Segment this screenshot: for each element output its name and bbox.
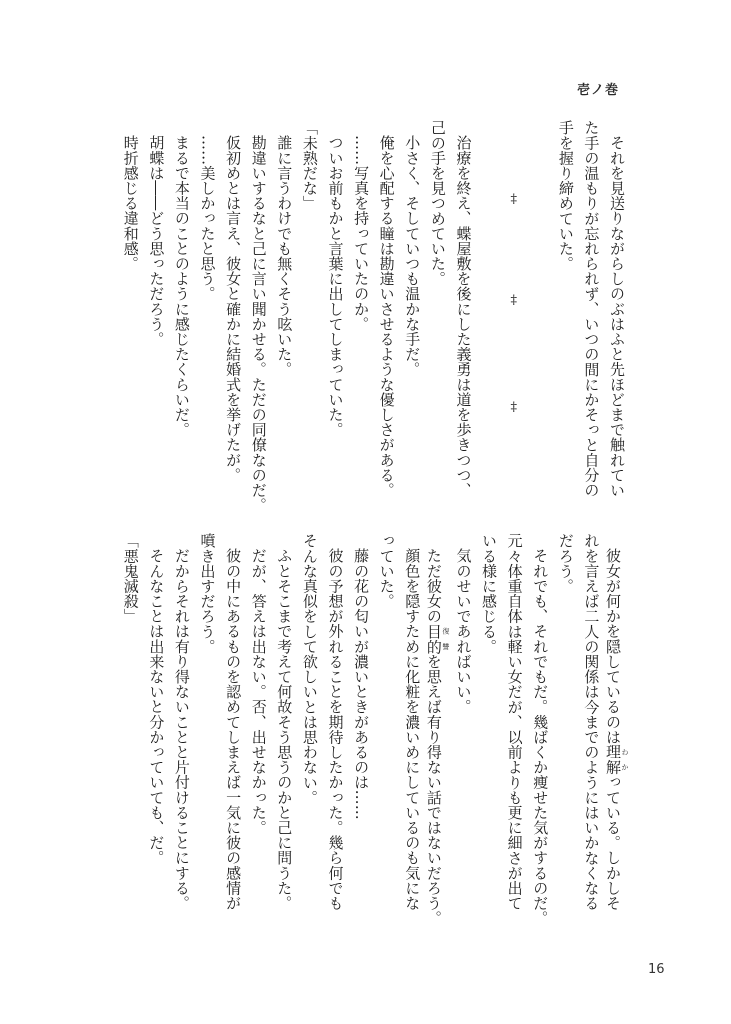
text-column: まるで本当のことのように感じたくらいだ。: [172, 135, 191, 437]
text-column: それでも、それでもだ。幾ばくか痩せた気がするのだ。: [531, 548, 550, 926]
text-segment: 彼女が何かを隠しているのは: [604, 548, 622, 745]
text-column: 誰に言うわけでも無くそう呟いた。: [275, 135, 294, 377]
text-column: だからそれは有り得ないことと片付けることにする。: [172, 548, 191, 911]
text-column: ふとそこまで考えて何故そう思うのかと己に問うた。: [275, 548, 294, 911]
text-column: 噴き出すだろう。: [198, 533, 217, 654]
text-column: 気のせいであればいい。: [454, 548, 473, 715]
text-column: 手を握り締めていた。: [556, 120, 575, 271]
page-number: 16: [648, 962, 665, 977]
text-column: 時折感じる違和感。: [121, 135, 140, 271]
text-column: ……美しかったと思う。: [198, 135, 217, 302]
text-column: っていた。: [377, 533, 396, 609]
text-column: 胡蝶は――どう思っただろう。: [147, 135, 166, 347]
text-column: た手の温もりが忘れられず、いつの間にかそっと自分の: [582, 120, 601, 498]
text-column: だろう。: [556, 533, 575, 594]
text-column-with-ruby: [603, 533, 629, 933]
text-segment: っている。しかしそ: [604, 774, 622, 911]
text-column: ……写真を持っていたのか。: [352, 135, 371, 332]
text-column-with-ruby: [424, 533, 450, 933]
bottom-text-block: [117, 533, 629, 933]
blank-column: [527, 120, 553, 520]
ruby-annotation: [424, 623, 450, 654]
text-column: 己の手を見つめていた。: [428, 120, 447, 287]
text-column: そんなことは出来ないと分かっていても、だ。: [147, 548, 166, 866]
top-text-block: [117, 120, 629, 520]
text-column: そんな真似をして欲しいとは思わない。: [300, 533, 319, 805]
text-segment: を思えば有り得ない話ではないだろう。: [424, 653, 443, 926]
ruby-text: わか: [621, 744, 629, 775]
text-column: 彼の予想が外れることを期待したかった。幾ら何でも: [326, 548, 345, 911]
section-break-mark: ‡: [510, 293, 518, 308]
text-column: ついお前もかと言葉に出してしまっていた。: [326, 135, 345, 437]
text-column: 仮初めとは言え、彼女と確かに結婚式を挙げたが。: [224, 135, 243, 483]
text-column: いる様に感じる。: [480, 533, 499, 654]
text-column: 彼の中にあるものを認めてしまえば一気に彼の感情が: [224, 548, 243, 911]
ruby-annotation: [604, 744, 629, 775]
blank-column: [475, 120, 501, 520]
text-column: 藤の花の匂いが濃いときがあるのは……: [352, 548, 371, 820]
text-segment: ただ彼女の: [424, 548, 443, 624]
text-column: 俺を心配する瞳は勘違いさせるような優しさがある。: [377, 135, 396, 498]
ruby-text: 復讐: [441, 623, 450, 654]
section-break: [501, 120, 527, 520]
section-break-mark: ‡: [510, 192, 518, 207]
text-column: だが、答えは出ない。否、出せなかった。: [249, 548, 268, 835]
section-break-mark: ‡: [510, 400, 518, 415]
text-column: それを見送りながらしのぶはふと先ほどまで触れてい: [608, 135, 626, 498]
dialogue-column: 「悪鬼滅殺」: [121, 533, 140, 624]
ruby-base: 理解: [604, 744, 622, 775]
text-column: 小さく、そしていつも温かな手だ。: [403, 135, 422, 377]
text-column: 治療を終え、蝶屋敷を後にした義勇は道を歩きつつ、: [454, 135, 473, 498]
dialogue-column: 「未熟だな」: [300, 120, 319, 211]
text-column: れを言えば二人の関係は今までのようにはいかなくなる: [582, 533, 601, 911]
text-column: 元々体重自体は軽い女だが、以前よりも更に細さが出て: [505, 533, 524, 911]
chapter-title: 壱ノ巻: [577, 83, 620, 98]
ruby-base: 目的: [424, 623, 443, 654]
text-column: 顔色を隠すために化粧を濃いめにしているのも気にな: [403, 548, 422, 911]
text-column: 勘違いするなと己に言い聞かせる。ただの同僚なのだ。: [249, 135, 268, 513]
